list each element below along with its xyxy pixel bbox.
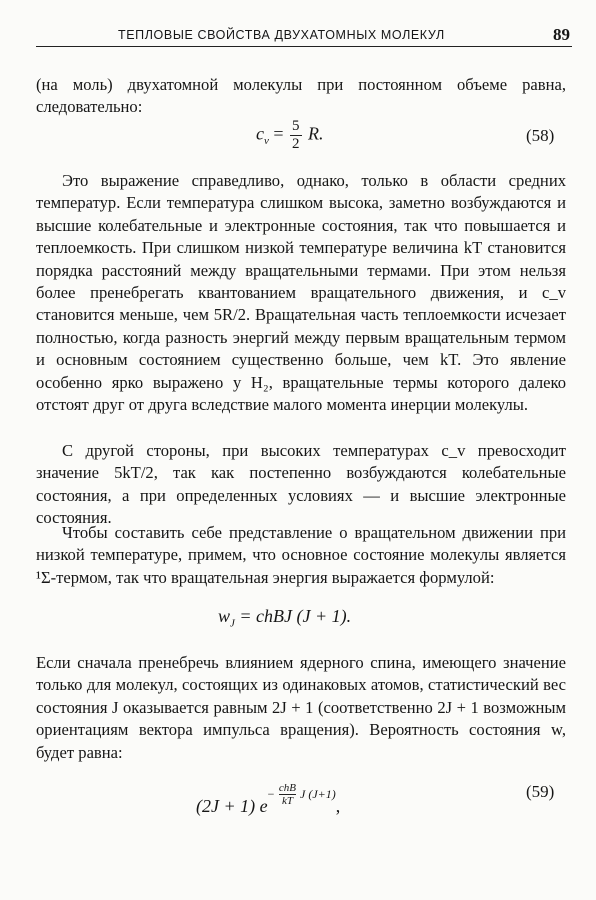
- eq58-frac-den: 2: [292, 136, 300, 152]
- eq59-exp-num: chB: [278, 782, 297, 794]
- eq59-exp-sign: −: [267, 787, 275, 801]
- paragraph-3: С другой стороны, при высоких температурах c_v превосходит значение 5kT/2, так как постепенно возбуждаются колебательные состояния, а при определенных условиях — и высшие электронные состояния.: [36, 441, 566, 528]
- eq59-exp-den: kT: [281, 795, 293, 807]
- eq58-equals: =: [273, 123, 284, 144]
- eqwj-rhs: = chBJ (J + 1).: [239, 606, 352, 626]
- equation-59-number: (59): [526, 782, 555, 801]
- eq58-fraction: [290, 118, 302, 153]
- paragraph-4: Чтобы составить себе представление о вращательном движении при низкой температуре, примем, что основное состояние молекулы является ¹Σ-термом, так что вращательная энергия выражается формулой:: [36, 523, 566, 587]
- eq58-lhs-sub: v: [264, 135, 269, 148]
- equation-58: [256, 118, 324, 153]
- eq58-lhs: c: [256, 123, 264, 144]
- page-number: 89: [553, 25, 570, 44]
- eq59-exp-fraction: [279, 782, 296, 807]
- equation-59: [196, 782, 340, 817]
- paragraph-2: Это выражение справедливо, однако, только в области средних температур. Если температура слишком высока, заметно возбуждаются и высшие колебательные и электронные состояния, так что повышается и теплоемкость. При слишком низкой температуре величина kT становится порядка расстояний между вращательными термами. При этом нельзя более пренебрегать квантованием вращательного движения, и c_v становится меньше, чем 5R/2. Вращательная часть теплоемкости исчезает полностью, когда разность энергий между первым вращательным термом и основным состоянием существенно больше, чем kT. Это явление особенно ярко выражено у H₂, вращательные термы которого далеко отстоят друг от друга вследствие малого момента инерции молекулы.: [36, 171, 566, 415]
- eq58-rhs: R.: [308, 123, 324, 144]
- equation-58-number: (58): [526, 126, 555, 145]
- eq59-prefix: (2J + 1) e: [196, 796, 268, 816]
- eq59-suffix: ,: [335, 796, 341, 816]
- eq58-frac-num: 5: [292, 118, 300, 134]
- running-head: ТЕПЛОВЫЕ СВОЙСТВА ДВУХАТОМНЫХ МОЛЕКУЛ: [118, 28, 445, 42]
- equation-wj: [218, 606, 351, 630]
- paragraph-1: (на моль) двухатомной молекулы при постоянном объеме равна, следовательно:: [36, 75, 566, 117]
- eq59-exp-tail: J (J+1): [300, 787, 336, 801]
- page-header: [36, 22, 572, 47]
- eqwj-lhs: w: [218, 606, 231, 626]
- eqwj-lhs-sub: J: [230, 617, 235, 630]
- paragraph-5: Если сначала пренебречь влиянием ядерного спина, имеющего значение только для молекул, состоящих из одинаковых атомов, статистический вес состояния J оказывается равным 2J + 1 (соответственно 2J + 1 возможным ориентациям вектора импульса вращения). Вероятность состояния w, будет равна:: [36, 653, 566, 762]
